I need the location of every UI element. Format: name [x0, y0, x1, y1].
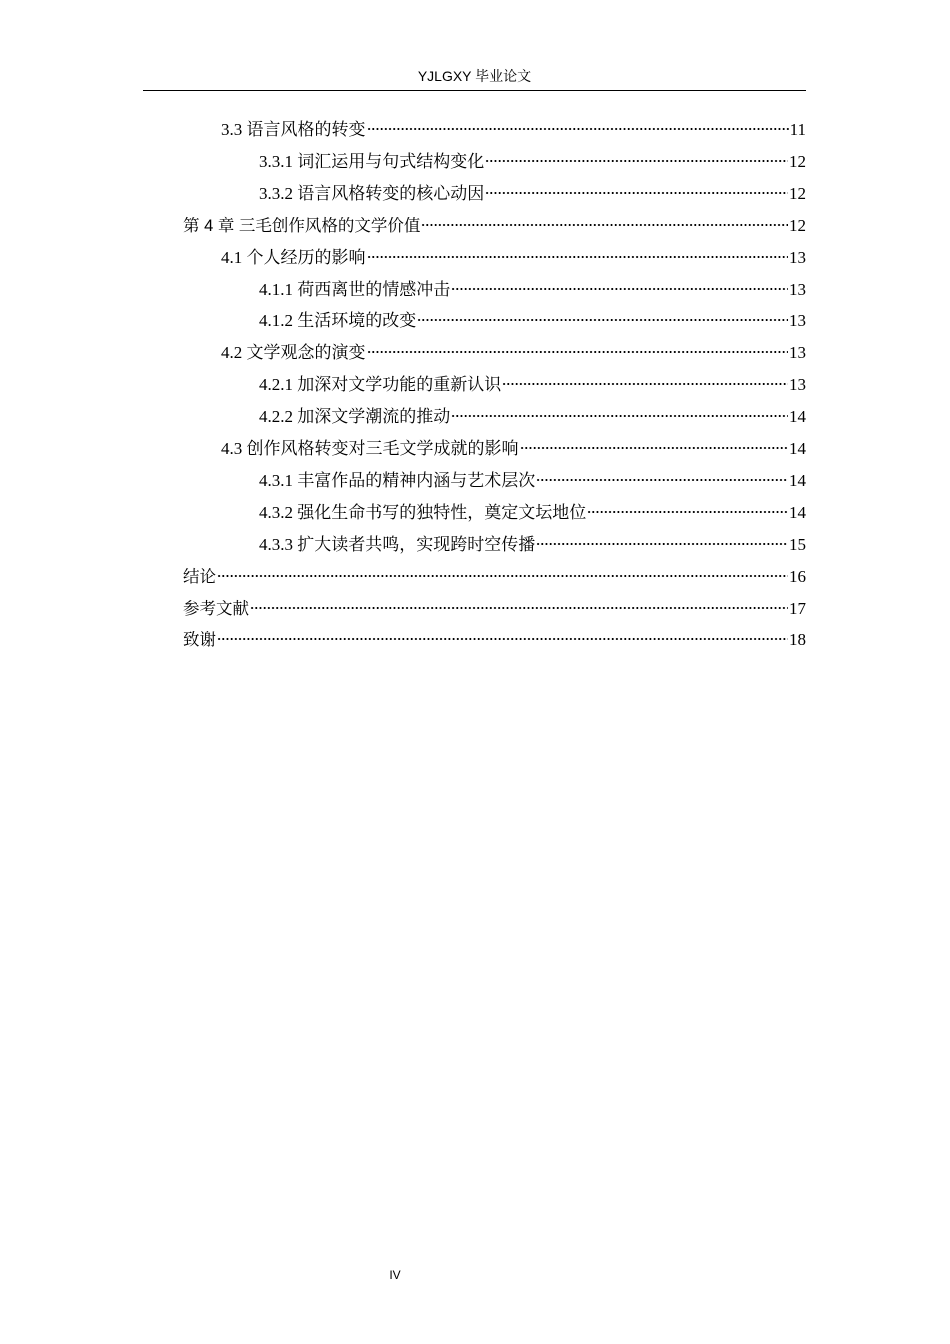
toc-dot-leader — [250, 606, 788, 610]
toc-entry-page-number: 12 — [789, 151, 806, 171]
toc-entry[interactable] — [259, 501, 806, 525]
toc-entry-page-number: 14 — [789, 470, 806, 490]
toc-dot-leader — [502, 382, 788, 386]
toc-entry-title: 4.3.3 扩大读者共鸣，实现跨时空传播 — [259, 534, 536, 554]
running-header: YJLGXY 毕业论文 — [417, 68, 532, 84]
toc-entry-page-number: 16 — [789, 566, 806, 586]
toc-entry-page-number: 13 — [789, 311, 806, 331]
toc-entry[interactable] — [259, 405, 806, 429]
toc-entry-title: 3.3.1 词汇运用与句式结构变化 — [259, 151, 485, 171]
toc-entry-title: 致谢 — [183, 631, 216, 650]
toc-entry[interactable] — [183, 214, 806, 238]
header-rule — [143, 90, 806, 91]
toc-entry-page-number: 12 — [789, 215, 806, 235]
page-number: IV — [389, 1268, 401, 1282]
toc-dot-leader — [367, 255, 789, 259]
toc-entry-title: 参考文献 — [183, 599, 249, 618]
toc-entry-title: 4.1 个人经历的影响 — [221, 247, 366, 267]
toc-dot-leader — [587, 510, 788, 514]
toc-entry-page-number: 11 — [789, 120, 806, 139]
toc-dot-leader — [536, 478, 788, 482]
toc-entry-title: 4.2 文学观念的演变 — [221, 343, 366, 363]
toc-entry-page-number: 14 — [789, 502, 806, 522]
toc-entry[interactable] — [221, 437, 806, 461]
toc-entry-title: 3.3 语言风格的转变 — [221, 120, 366, 139]
toc-entry-page-number: 17 — [789, 598, 806, 618]
toc-entry[interactable] — [221, 341, 806, 365]
toc-entry-page-number: 13 — [789, 279, 806, 299]
toc-entry[interactable] — [183, 628, 806, 652]
toc-entry[interactable] — [259, 309, 806, 333]
toc-dot-leader — [417, 318, 788, 322]
toc-dot-leader — [485, 159, 788, 163]
toc-dot-leader — [217, 637, 788, 641]
toc-entry-page-number: 13 — [789, 343, 806, 363]
toc-entry-page-number: 13 — [789, 247, 806, 267]
toc-entry-page-number: 18 — [789, 630, 806, 650]
toc-entry-page-number: 15 — [789, 534, 806, 554]
toc-entry[interactable] — [259, 373, 806, 397]
toc-entry-page-number: 14 — [789, 439, 806, 458]
toc-entry-page-number: 13 — [789, 375, 806, 395]
toc-dot-leader — [536, 542, 788, 546]
toc-entry-title: 4.1.1 荷西离世的情感冲击 — [259, 279, 451, 299]
toc-entry[interactable] — [259, 278, 806, 302]
toc-dot-leader — [217, 574, 788, 578]
toc-entry[interactable] — [183, 597, 806, 621]
toc-entry-title: 4.2.2 加深文学潮流的推动 — [259, 407, 451, 427]
toc-entry-title: 4.3.2 强化生命书写的独特性，奠定文坛地位 — [259, 502, 587, 522]
toc-entry[interactable] — [259, 182, 806, 206]
toc-dot-leader — [367, 350, 789, 354]
toc-entry[interactable] — [221, 118, 806, 142]
toc-entry-title: 4.1.2 生活环境的改变 — [259, 311, 417, 331]
toc-entry-title: 第 4 章 三毛创作风格的文学价值 — [183, 216, 421, 235]
toc-entry-title: 结论 — [183, 567, 216, 586]
toc-entry[interactable] — [259, 533, 806, 557]
toc-dot-leader — [520, 446, 789, 450]
toc-entry-title: 4.3 创作风格转变对三毛文学成就的影响 — [221, 439, 519, 458]
toc-entry-page-number: 12 — [789, 183, 806, 203]
toc-dot-leader — [367, 127, 789, 131]
toc-entry[interactable] — [259, 469, 806, 493]
toc-entry-page-number: 14 — [789, 407, 806, 427]
toc-entry[interactable] — [183, 565, 806, 589]
toc-dot-leader — [451, 414, 788, 418]
toc-dot-leader — [421, 223, 788, 227]
toc-entry-title: 4.2.1 加深对文学功能的重新认识 — [259, 375, 502, 395]
toc-entry-title: 3.3.2 语言风格转变的核心动因 — [259, 183, 485, 203]
toc-entry[interactable] — [259, 150, 806, 174]
toc-entry-title: 4.3.1 丰富作品的精神内涵与艺术层次 — [259, 470, 536, 490]
toc-dot-leader — [451, 287, 788, 291]
toc-dot-leader — [485, 191, 788, 195]
toc-entry[interactable] — [221, 246, 806, 270]
